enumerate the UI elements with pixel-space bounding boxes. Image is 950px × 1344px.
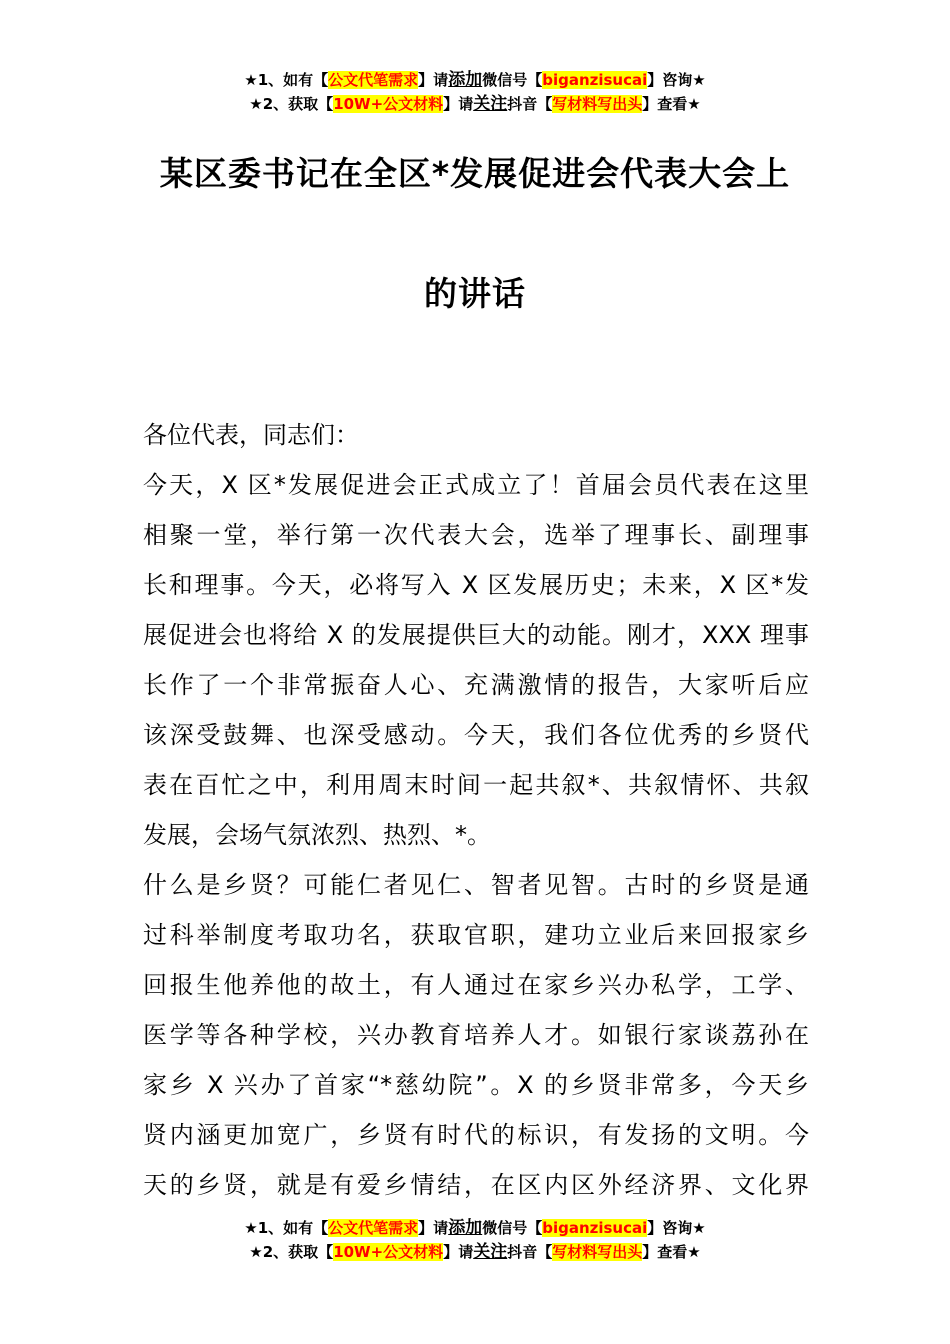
promo-text: 微信号【 [482, 1219, 543, 1237]
promo-text: 】查看★ [642, 95, 701, 113]
promo-line-2 [0, 1240, 950, 1264]
body-line: 长作了一个非常振奋人心、充满激情的报告，大家听后应 [143, 671, 809, 699]
body-line: 贤内涵更加宽广，乡贤有时代的标识，有发扬的文明。今 [143, 1121, 809, 1149]
promo-wechat-id: biganzisucai [542, 1219, 648, 1237]
promo-underlined: 添加 [448, 70, 483, 90]
promo-text: ★1、如有【 [244, 1219, 329, 1237]
promo-underlined: 添加 [448, 1218, 483, 1238]
promo-line-2 [0, 92, 950, 116]
body-line: 家乡 X 兴办了首家“*慈幼院”。X 的乡贤非常多，今天乡 [143, 1071, 809, 1099]
promo-text: 】请 [418, 1219, 449, 1237]
body-line: 长和理事。今天，必将写入 X 区发展历史；未来，X 区*发 [143, 571, 809, 599]
body-line: 医学等各种学校，兴办教育培养人才。如银行家谈荔孙在 [143, 1021, 809, 1049]
promo-text: ★2、获取【 [249, 1243, 334, 1261]
body-line: 过科举制度考取功名，获取官职，建功立业后来回报家乡 [143, 921, 809, 949]
promo-highlight: 公文代笔需求 [328, 71, 419, 89]
promo-highlight: 10W+公文材料 [333, 1243, 444, 1261]
promo-underlined: 关注 [473, 1242, 508, 1262]
body-line: 展促进会也将给 X 的发展提供巨大的动能。刚才，XXX 理事 [143, 621, 809, 649]
body-line: 天的乡贤，就是有爱乡情结，在区内区外经济界、文化界 [143, 1171, 809, 1199]
promo-wechat-id: biganzisucai [542, 71, 648, 89]
promo-highlight: 公文代笔需求 [328, 1219, 419, 1237]
body-line: 回报生他养他的故土，有人通过在家乡兴办私学，工学、 [143, 971, 809, 999]
promo-line-1 [0, 1216, 950, 1240]
body-line: 发展，会场气氛浓烈、热烈、*。 [143, 821, 491, 849]
promo-douyin-id: 写材料写出头 [552, 95, 643, 113]
body-line: 相聚一堂，举行第一次代表大会，选举了理事长、副理事 [143, 521, 809, 549]
body-line: 该深受鼓舞、也深受感动。今天，我们各位优秀的乡贤代 [143, 721, 809, 749]
body-line: 表在百忙之中，利用周末时间一起共叙*、共叙情怀、共叙 [143, 771, 809, 799]
body-line: 各位代表，同志们： [143, 421, 359, 449]
promo-text: 抖音【 [507, 95, 553, 113]
header-promo-banner [0, 68, 950, 116]
footer-promo-banner [0, 1216, 950, 1264]
promo-douyin-id: 写材料写出头 [552, 1243, 643, 1261]
document-title-line-1: 某区委书记在全区*发展促进会代表大会上 [159, 154, 791, 193]
promo-text: 】请 [443, 95, 474, 113]
body-line: 今天，X 区*发展促进会正式成立了！首届会员代表在这里 [143, 471, 809, 499]
speech-body [143, 410, 809, 1210]
promo-highlight: 10W+公文材料 [333, 95, 444, 113]
document-title-line-2: 的讲话 [424, 274, 526, 313]
promo-underlined: 关注 [473, 94, 508, 114]
promo-text: 抖音【 [507, 1243, 553, 1261]
promo-text: 】请 [418, 71, 449, 89]
body-line: 什么是乡贤？可能仁者见仁、智者见智。古时的乡贤是通 [143, 871, 809, 899]
promo-text: 】咨询★ [647, 1219, 706, 1237]
promo-text: ★1、如有【 [244, 71, 329, 89]
promo-text: 】查看★ [642, 1243, 701, 1261]
promo-text: 微信号【 [482, 71, 543, 89]
promo-text: ★2、获取【 [249, 95, 334, 113]
promo-line-1 [0, 68, 950, 92]
promo-text: 】请 [443, 1243, 474, 1261]
promo-text: 】咨询★ [647, 71, 706, 89]
